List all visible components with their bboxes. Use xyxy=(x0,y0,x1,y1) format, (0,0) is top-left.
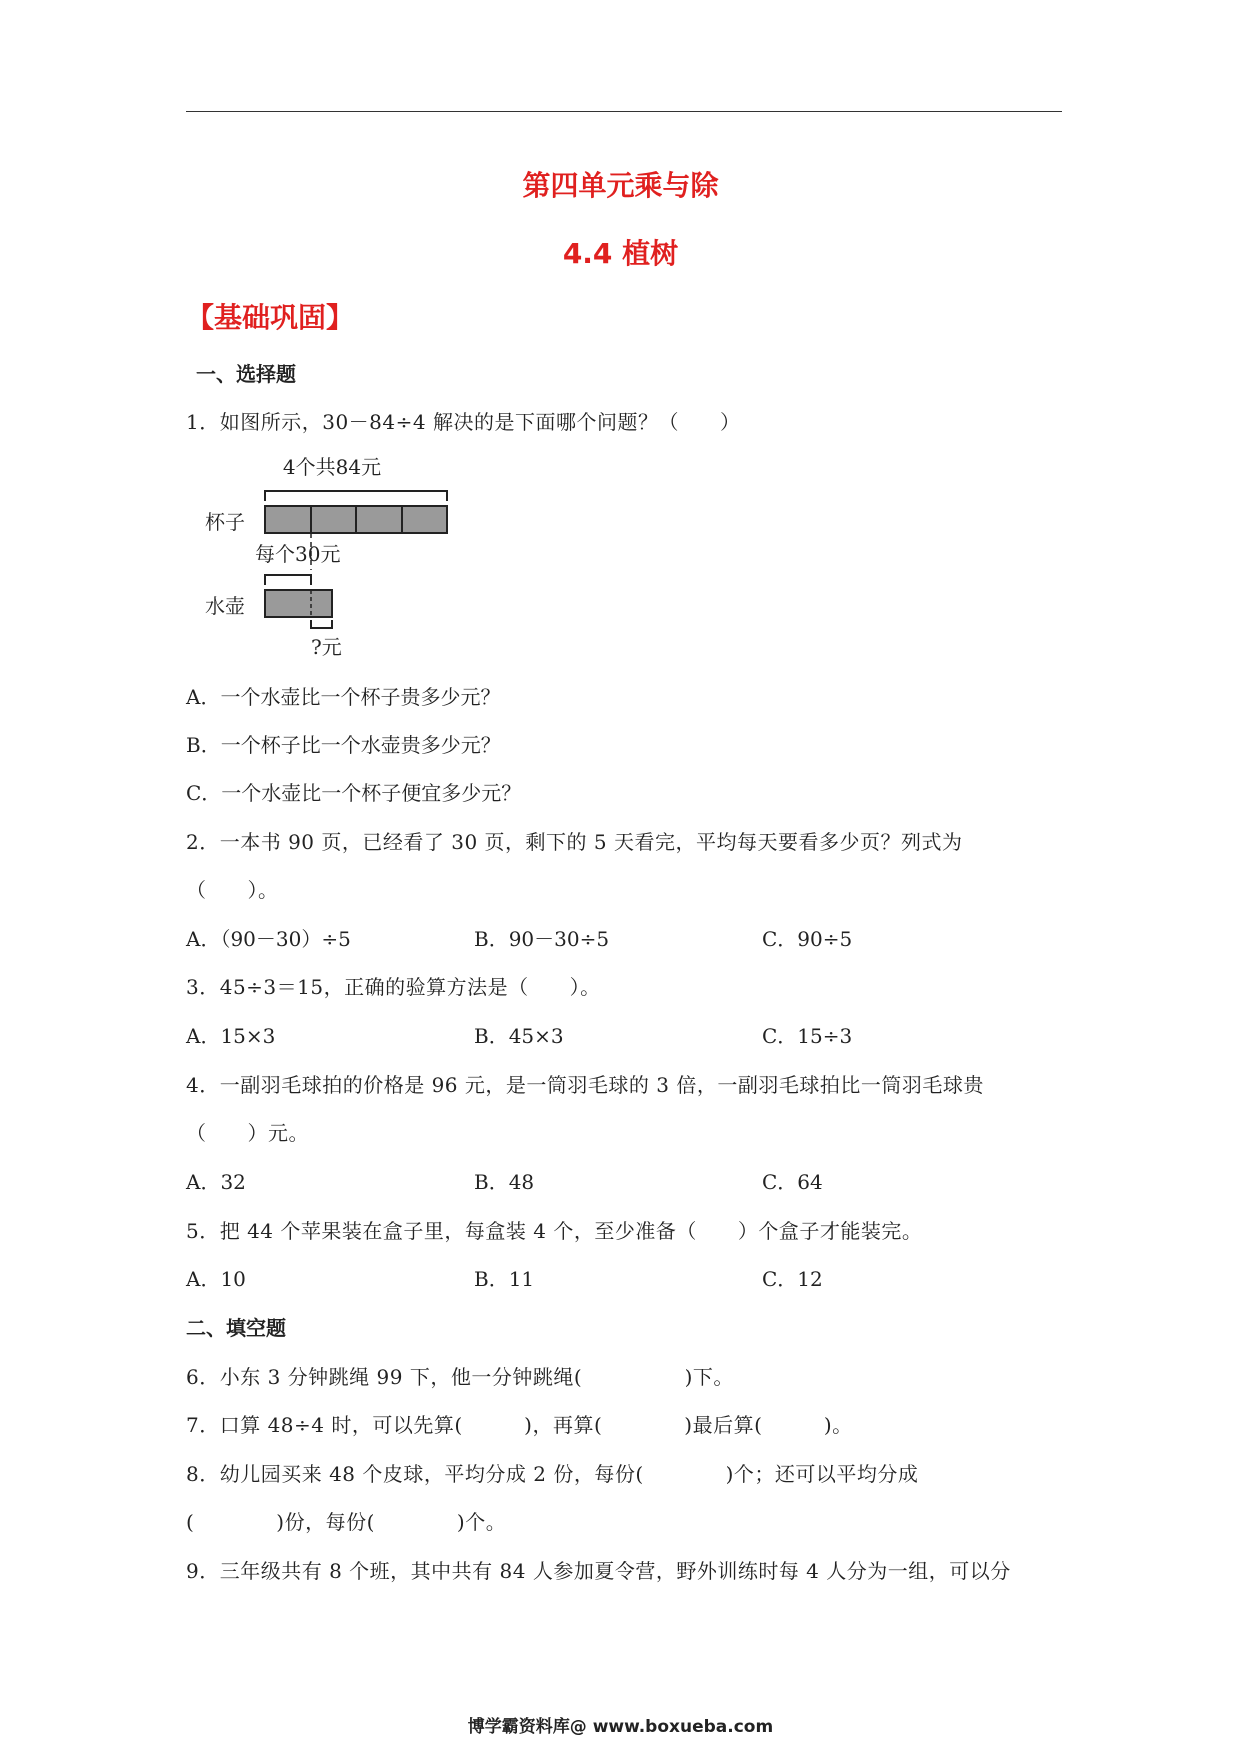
section-title: 【基础巩固】 xyxy=(186,301,355,334)
header-rule xyxy=(186,111,1062,112)
question-4-line2: （ ）元。 xyxy=(186,1121,309,1145)
q3-option-a: A．15×3 xyxy=(186,1024,276,1048)
part1-title: 一、选择题 xyxy=(196,362,296,386)
question-1: 1．如图所示，30－84÷4 解决的是下面哪个问题？（ ） xyxy=(186,410,741,434)
q4-option-c: C．64 xyxy=(762,1170,823,1194)
q5-option-a: A．10 xyxy=(186,1267,246,1291)
diagram-bottom-label: ?元 xyxy=(311,635,342,659)
q5-option-c: C．12 xyxy=(762,1267,823,1291)
lesson-title: 4.4 植树 xyxy=(562,237,679,270)
q3-option-c: C．15÷3 xyxy=(762,1024,853,1048)
question-6: 6．小东 3 分钟跳绳 99 下，他一分钟跳绳( )下。 xyxy=(186,1365,734,1389)
part2-title: 二、填空题 xyxy=(186,1316,286,1340)
q4-option-b: B．48 xyxy=(474,1170,535,1194)
question-8-line2: ( )份，每份( )个。 xyxy=(186,1510,507,1534)
question-8-line1: 8．幼儿园买来 48 个皮球，平均分成 2 份，每份( )个；还可以平均分成 xyxy=(186,1462,919,1486)
diagram-row2-label: 水壶 xyxy=(205,594,245,618)
question-2-line1: 2．一本书 90 页，已经看了 30 页，剩下的 5 天看完，平均每天要看多少页？列式为 xyxy=(186,830,963,854)
question-2-line2: （ ）。 xyxy=(186,878,279,902)
diagram-mid-label: 每个30元 xyxy=(255,542,341,566)
q2-option-a: A．（90－30）÷5 xyxy=(186,927,351,951)
q5-option-b: B．11 xyxy=(474,1267,535,1291)
bottom-brace xyxy=(311,620,332,628)
q2-option-c: C．90÷5 xyxy=(762,927,853,951)
diagram-row1-label: 杯子 xyxy=(205,510,245,534)
question-4-line1: 4．一副羽毛球拍的价格是 96 元，是一筒羽毛球的 3 倍，一副羽毛球拍比一筒羽毛球贵 xyxy=(186,1073,984,1097)
footer-watermark: 博学霸资料库@ www.boxueba.com xyxy=(467,1717,774,1737)
diagram-top-label: 4个共84元 xyxy=(282,455,382,479)
q1-option-a: A．一个水壶比一个杯子贵多少元？ xyxy=(186,685,501,709)
kettle-bar xyxy=(265,590,332,617)
mid-brace xyxy=(265,575,311,585)
q4-option-a: A．32 xyxy=(186,1170,246,1194)
question-3: 3．45÷3＝15，正确的验算方法是（ ）。 xyxy=(186,975,601,999)
q1-option-c: C．一个水壶比一个杯子便宜多少元？ xyxy=(186,781,522,805)
question-7: 7．口算 48÷4 时，可以先算( )，再算( )最后算( )。 xyxy=(186,1413,853,1437)
q1-diagram xyxy=(195,445,475,667)
top-brace xyxy=(265,491,447,501)
q3-option-b: B．45×3 xyxy=(474,1024,564,1048)
question-9: 9．三年级共有 8 个班，其中共有 84 人参加夏令营，野外训练时每 4 人分为一组，可以分 xyxy=(186,1559,1011,1583)
q2-option-b: B．90－30÷5 xyxy=(474,927,610,951)
question-5: 5．把 44 个苹果装在盒子里，每盒装 4 个，至少准备（ ）个盒子才能装完。 xyxy=(186,1219,923,1243)
q1-option-b: B．一个杯子比一个水壶贵多少元？ xyxy=(186,733,501,757)
unit-title: 第四单元乘与除 xyxy=(522,169,719,202)
